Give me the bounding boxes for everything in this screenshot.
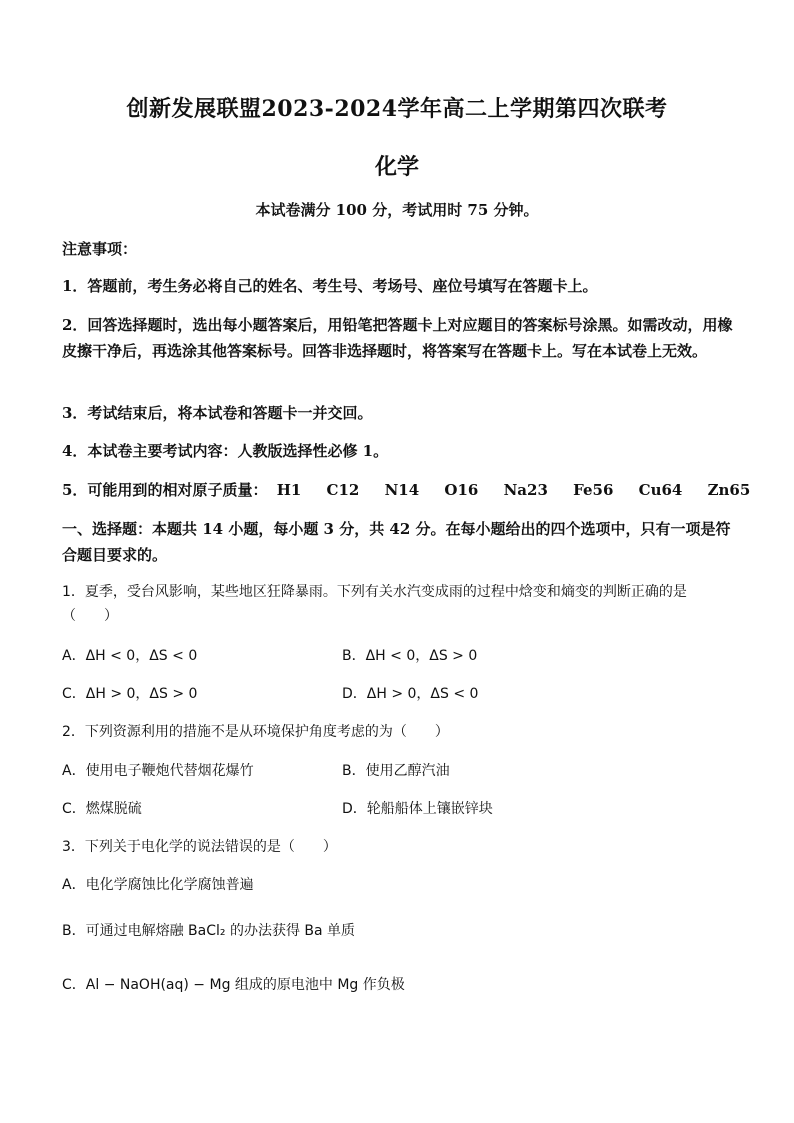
atom-mass: Zn65 [707, 481, 751, 499]
atom-mass: Fe56 [573, 481, 614, 499]
atom-mass: N14 [384, 481, 420, 499]
atom-mass: H1 [276, 481, 302, 499]
note-1: 1．答题前，考生务必将自己的姓名、考生号、考场号、座位号填写在答题卡上。 [62, 277, 598, 295]
question-2-option-c: C．燃煤脱硫 [62, 801, 142, 817]
question-2-option-b: B．使用乙醇汽油 [342, 763, 450, 779]
question-3-stem: 3．下列关于电化学的说法错误的是（ ） [62, 839, 337, 855]
question-3-option-a: A．电化学腐蚀比化学腐蚀普遍 [62, 877, 254, 893]
note-3: 3．考试结束后，将本试卷和答题卡一并交回。 [62, 404, 373, 422]
exam-title: 创新发展联盟2023-2024学年高二上学期第四次联考 [126, 96, 668, 122]
atom-mass: Cu64 [638, 481, 683, 499]
atoms-label: 5．可能用到的相对原子质量： [62, 481, 268, 499]
question-1-stem: 1．夏季，受台风影响，某些地区狂降暴雨。下列有关水汽变成雨的过程中焓变和熵变的判断正确的是（ ） [62, 584, 687, 624]
note-2: 2．回答选择题时，选出每小题答案后，用铅笔把答题卡上对应题目的答案标号涂黑。如需改动，用橡皮擦干净后，再选涂其他答案标号。回答非选择题时，将答案写在答题卡上。写在本试卷上无效。 [62, 316, 733, 360]
note-5-atomic-masses [62, 477, 751, 503]
atom-mass: C12 [326, 481, 360, 499]
note-4: 4．本试卷主要考试内容：人教版选择性必修 1。 [62, 442, 389, 460]
question-3-option-b: B．可通过电解熔融 BaCl₂ 的办法获得 Ba 单质 [62, 923, 356, 939]
subject-title: 化学 [374, 154, 419, 180]
question-3-option-c: C．Al − NaOH(aq) − Mg 组成的原电池中 Mg 作负极 [62, 977, 405, 993]
question-2-option-d: D．轮船船体上镶嵌锌块 [342, 801, 493, 817]
question-2-stem: 2．下列资源利用的措施不是从环境保护角度考虑的为（ ） [62, 724, 449, 740]
question-1-option-b: B．ΔH < 0，ΔS > 0 [342, 648, 478, 664]
notes-heading: 注意事项： [62, 240, 138, 258]
atom-mass: Na23 [503, 481, 548, 499]
question-1-option-a: A．ΔH < 0，ΔS < 0 [62, 648, 198, 664]
question-1-option-c: C．ΔH > 0，ΔS > 0 [62, 686, 198, 702]
section-1-heading: 一、选择题：本题共 14 小题，每小题 3 分，共 42 分。在每小题给出的四个选项中，只有一项是符合题目要求的。 [62, 520, 731, 564]
atom-mass: O16 [444, 481, 479, 499]
question-1-option-d: D．ΔH > 0，ΔS < 0 [342, 686, 479, 702]
exam-info: 本试卷满分 100 分，考试用时 75 分钟。 [255, 201, 539, 219]
question-2-option-a: A．使用电子鞭炮代替烟花爆竹 [62, 763, 254, 779]
